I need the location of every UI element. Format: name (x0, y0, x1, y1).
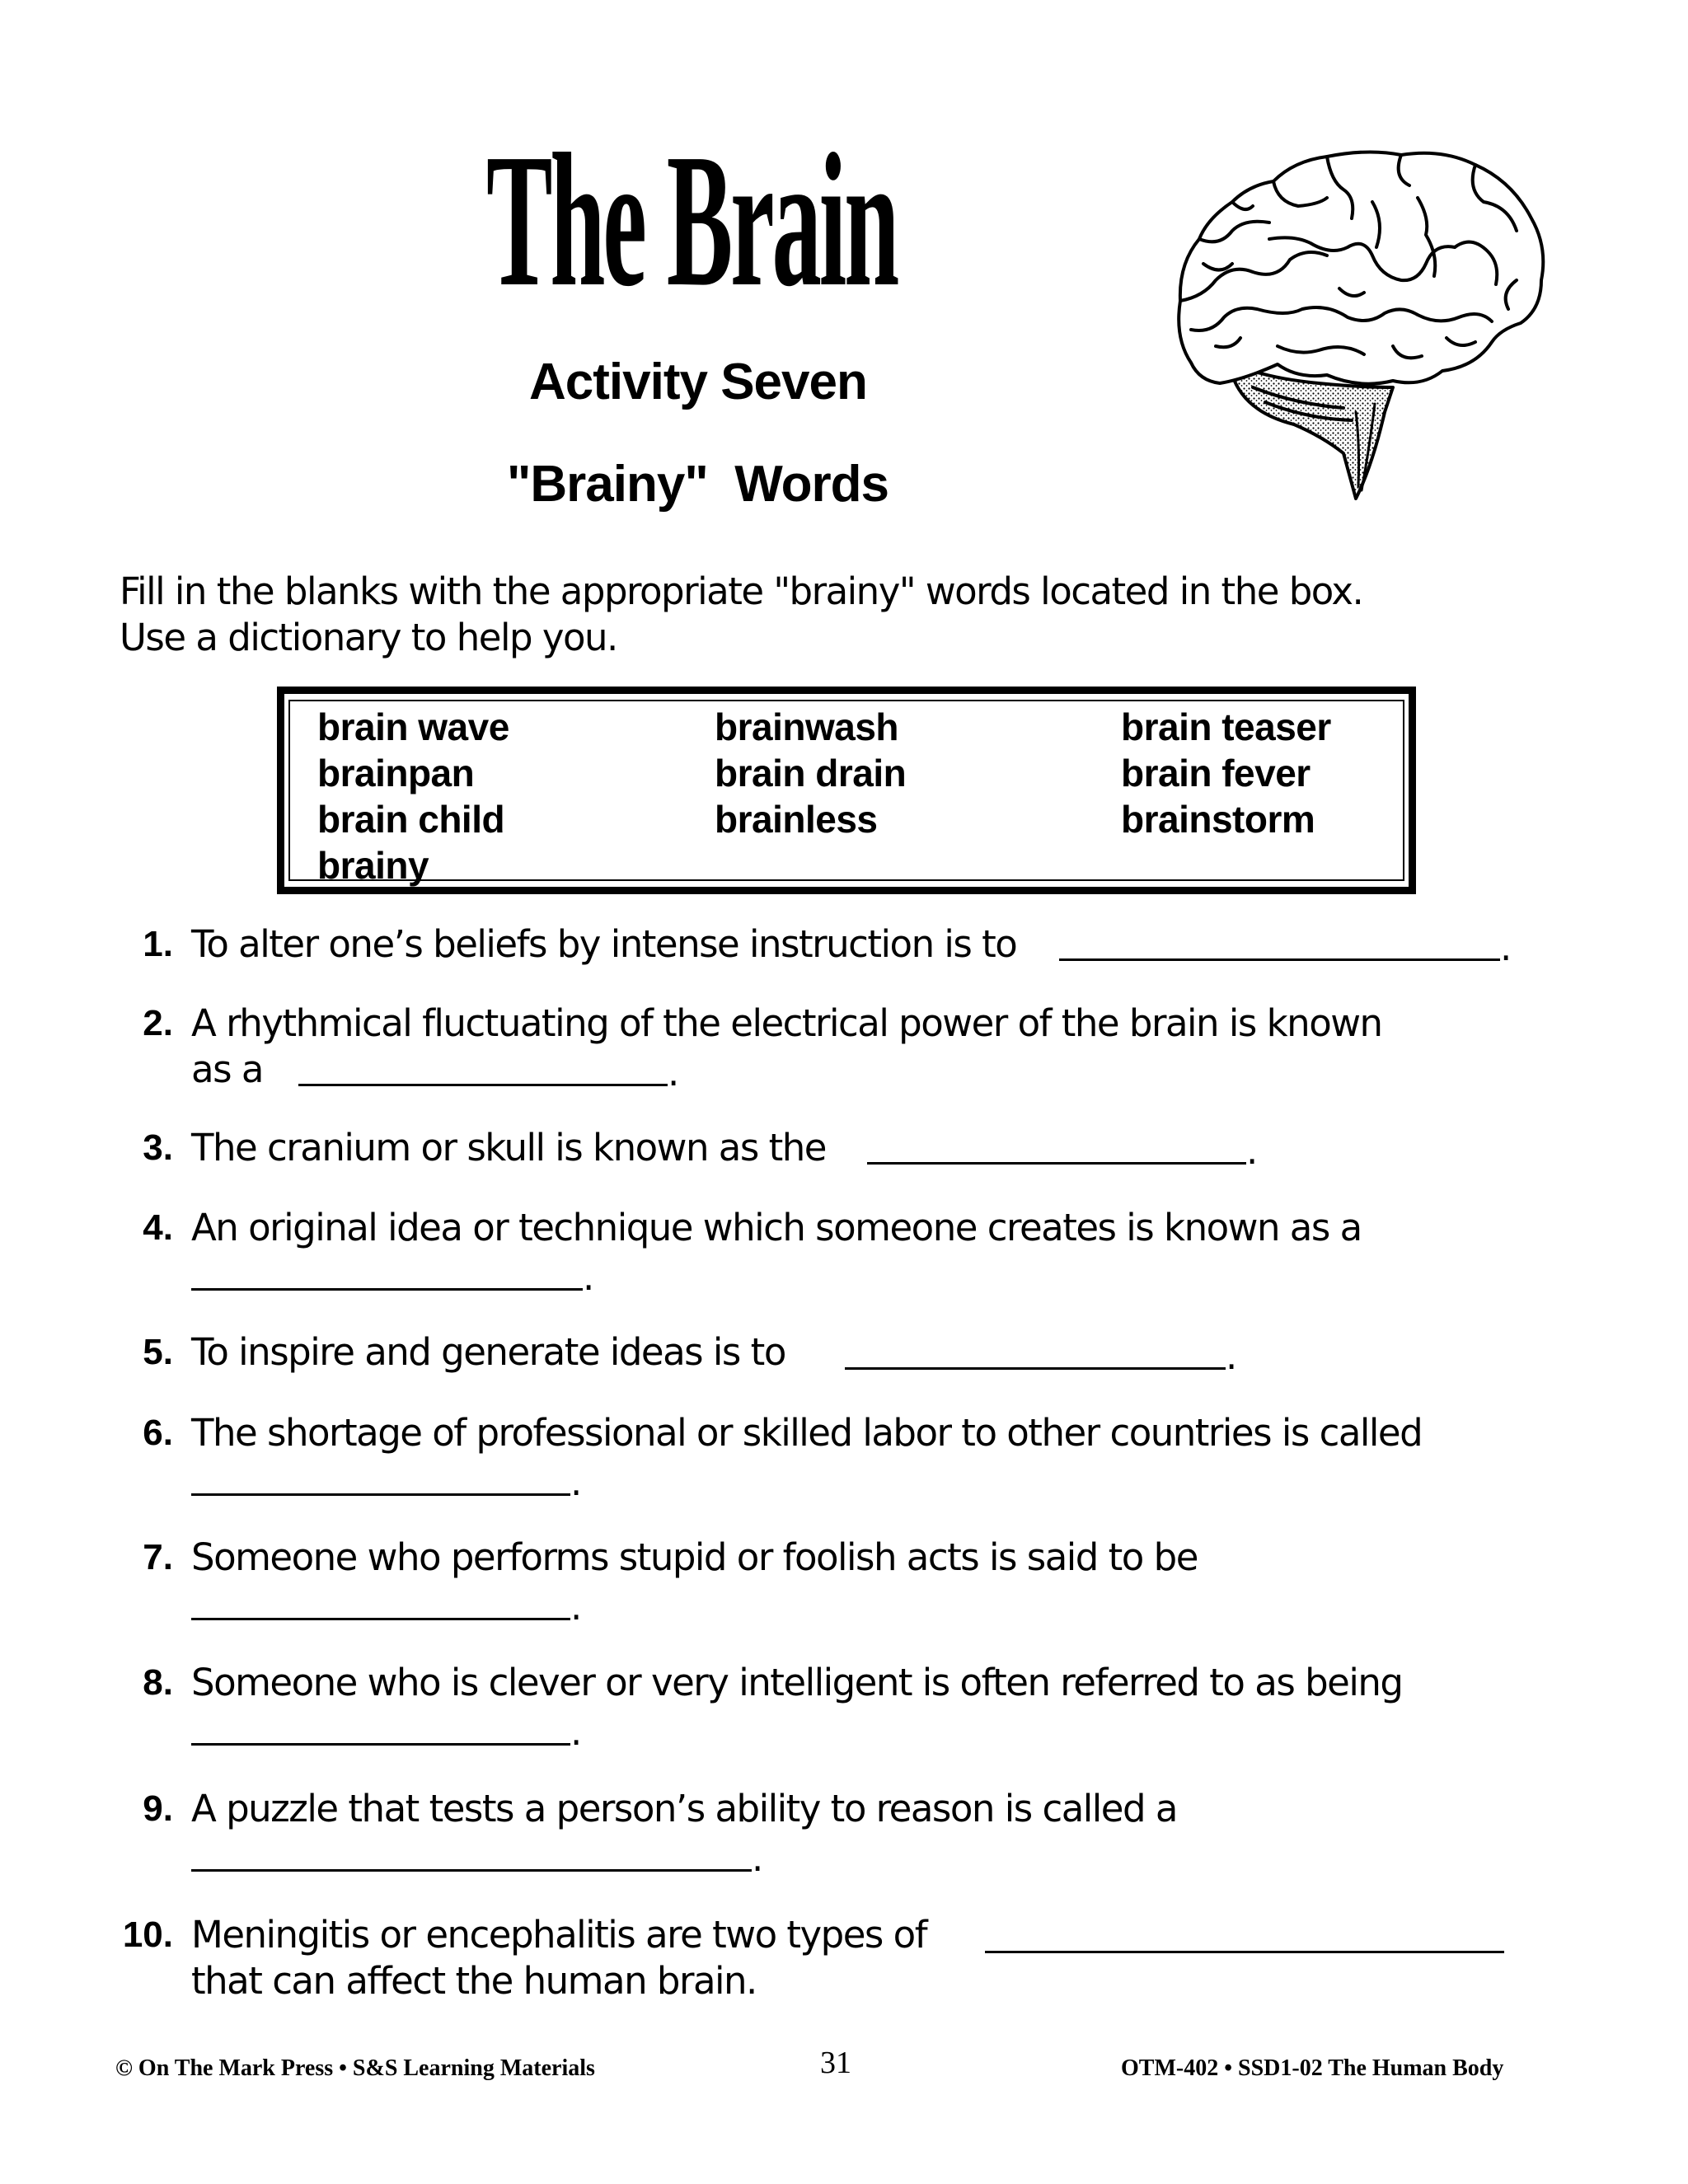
answer-blank-5[interactable] (845, 1367, 1226, 1370)
answer-blank-2[interactable] (298, 1084, 668, 1086)
period: . (583, 1255, 593, 1299)
question-text-line-2: that can affect the human brain. (191, 1959, 757, 2003)
instructions-line-1: Fill in the blanks with the appropriate "brainy" words located in the box. (120, 569, 1363, 613)
instructions-line-2: Use a dictionary to help you. (120, 616, 617, 659)
question-number: 2. (143, 1003, 173, 1043)
answer-blank-1[interactable] (1059, 958, 1500, 961)
word-bank-box (277, 687, 1416, 894)
question-text-line-2: as a (191, 1047, 263, 1091)
question-text: Someone who is clever or very intelligent is often referred to as being (191, 1661, 1403, 1704)
word-bank-item: brainy (317, 844, 429, 887)
period: . (570, 1710, 581, 1754)
question-text: The cranium or skull is known as the (191, 1126, 826, 1169)
word-bank-item: brain wave (317, 705, 509, 748)
section-heading: "Brainy" Words (507, 456, 889, 513)
word-bank-item: brain fever (1121, 752, 1311, 794)
footer-product-code: OTM-402 • SSD1-02 The Human Body (1121, 2055, 1504, 2081)
question-number: 6. (143, 1413, 173, 1453)
period: . (1226, 1334, 1236, 1378)
answer-blank-6[interactable] (191, 1493, 570, 1496)
word-bank-item: brainpan (317, 752, 475, 794)
word-bank-item: brainwash (715, 705, 899, 748)
period: . (1500, 926, 1511, 969)
question-number: 8. (143, 1662, 173, 1703)
activity-heading: Activity Seven (529, 354, 867, 410)
question-text: An original idea or technique which someone creates is known as a (191, 1206, 1362, 1249)
question-number: 3. (143, 1127, 173, 1168)
word-bank-item: brain drain (715, 752, 907, 794)
question-number: 7. (143, 1537, 173, 1577)
answer-blank-8[interactable] (191, 1743, 570, 1746)
question-text: To inspire and generate ideas is to (191, 1330, 785, 1374)
footer-copyright: © On The Mark Press • S&S Learning Materials (115, 2055, 595, 2081)
answer-blank-3[interactable] (867, 1162, 1246, 1165)
answer-blank-7[interactable] (191, 1618, 570, 1620)
question-number: 9. (143, 1788, 173, 1829)
question-text: Someone who performs stupid or foolish acts is said to be (191, 1535, 1198, 1579)
question-text: A rhythmical fluctuating of the electrical power of the brain is known (191, 1001, 1382, 1045)
question-text: The shortage of professional or skilled labor to other countries is called (191, 1411, 1423, 1455)
answer-blank-9[interactable] (191, 1869, 752, 1872)
word-bank-item: brainstorm (1121, 798, 1315, 841)
question-number: 1. (143, 924, 173, 964)
period: . (752, 1836, 762, 1880)
question-number: 4. (143, 1207, 173, 1248)
period: . (668, 1051, 678, 1094)
instructions (120, 569, 1362, 661)
answer-blank-10[interactable] (985, 1951, 1504, 1953)
question-text: To alter one’s beliefs by intense instruction is to (191, 922, 1017, 966)
question-number: 5. (143, 1332, 173, 1372)
word-bank-item: brainless (715, 798, 878, 841)
word-bank-item: brain child (317, 798, 505, 841)
period: . (1246, 1129, 1257, 1173)
brain-illustration (1154, 140, 1566, 503)
period: . (570, 1460, 581, 1504)
page-title: The Brain (486, 115, 898, 326)
question-text: Meningitis or encephalitis are two types of (191, 1913, 927, 1957)
word-bank-item: brain teaser (1121, 705, 1331, 748)
page-number: 31 (820, 2046, 851, 2080)
question-text: A puzzle that tests a person’s ability to reason is called a (191, 1787, 1177, 1830)
period: . (570, 1585, 581, 1629)
question-number: 10. (122, 1915, 173, 1955)
answer-blank-4[interactable] (191, 1288, 583, 1291)
